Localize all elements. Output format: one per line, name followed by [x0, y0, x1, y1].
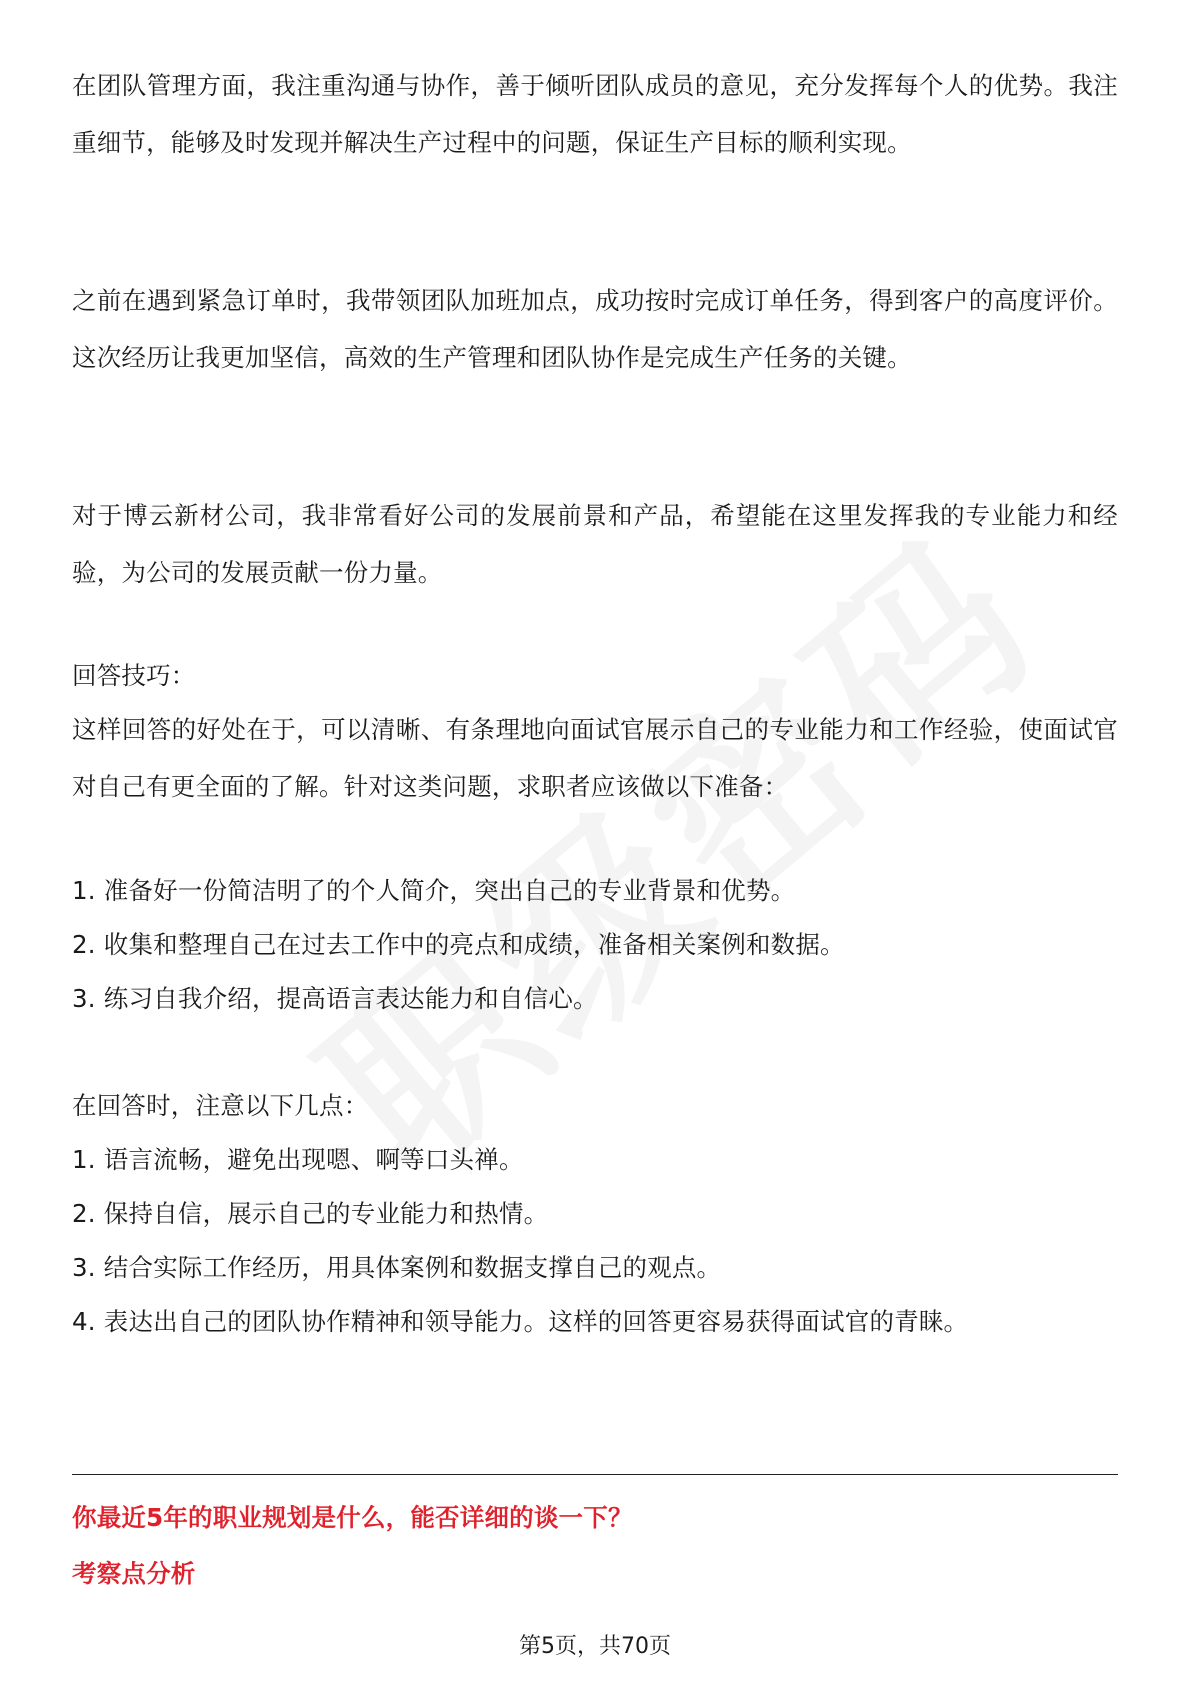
prep-item-2: 2. 收集和整理自己在过去工作中的亮点和成绩，准备相关案例和数据。	[72, 930, 845, 959]
note-item-3: 3. 结合实际工作经历，用具体案例和数据支撑自己的观点。	[72, 1253, 722, 1282]
note-item-4: 4. 表达出自己的团队协作精神和领导能力。这样的回答更容易获得面试官的青睐。	[72, 1307, 969, 1336]
note-item-2: 2. 保持自信，展示自己的专业能力和热情。	[72, 1199, 549, 1228]
prep-item-1: 1. 准备好一份简洁明了的个人简介，突出自己的专业背景和优势。	[72, 876, 796, 905]
paragraph-urgent-order: 之前在遇到紧急订单时，我带领团队加班加点，成功按时完成订单任务，得到客户的高度评价。这次经历让我更加坚信，高效的生产管理和团队协作是完成生产任务的关键。	[72, 286, 1118, 372]
paragraph-team-management: 在团队管理方面，我注重沟通与协作，善于倾听团队成员的意见，充分发挥每个人的优势。我注重细节，能够及时发现并解决生产过程中的问题，保证生产目标的顺利实现。	[72, 71, 1118, 157]
tips-intro: 这样回答的好处在于，可以清晰、有条理地向面试官展示自己的专业能力和工作经验，使面试官对自己有更全面的了解。针对这类问题，求职者应该做以下准备：	[72, 715, 1118, 801]
note-item-1: 1. 语言流畅，避免出现嗯、啊等口头禅。	[72, 1145, 524, 1174]
document-page	[72, 0, 1118, 1684]
page-number: 第5页，共70页	[519, 1634, 671, 1659]
next-question-title: 你最近5年的职业规划是什么，能否详细的谈一下？	[72, 1503, 633, 1532]
tips-heading: 回答技巧：	[72, 661, 196, 690]
section-divider	[72, 1474, 1118, 1475]
paragraph-company-outlook: 对于博云新材公司，我非常看好公司的发展前景和产品，希望能在这里发挥我的专业能力和经验，为公司的发展贡献一份力量。	[72, 501, 1118, 587]
prep-item-3: 3. 练习自我介绍，提高语言表达能力和自信心。	[72, 984, 598, 1013]
notes-heading: 在回答时，注意以下几点：	[72, 1091, 369, 1120]
analysis-section-heading: 考察点分析	[72, 1559, 196, 1588]
